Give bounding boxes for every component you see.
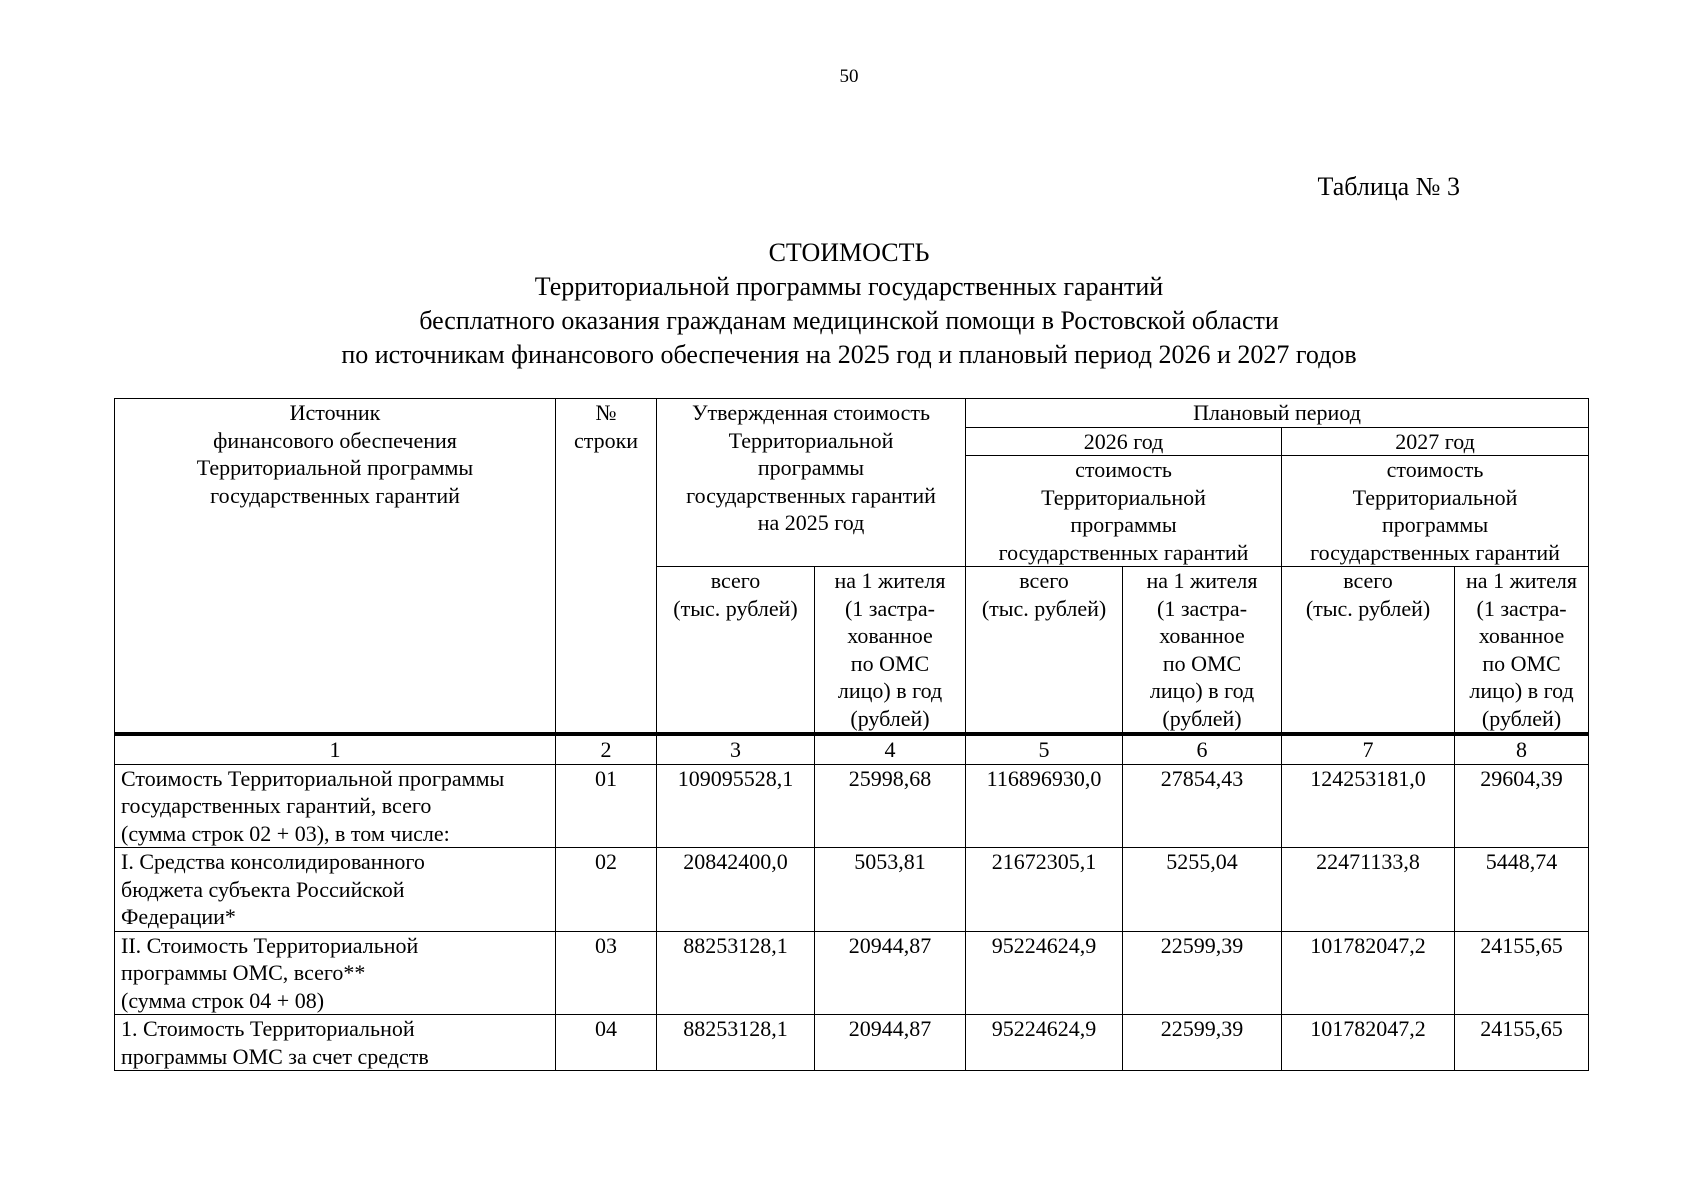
total-2026: 21672305,1 [966, 848, 1123, 932]
row-number: 03 [556, 931, 657, 1015]
per-resident-2025: 25998,68 [815, 764, 966, 848]
header-cost-2027: стоимость Территориальной программы государственных гарантий [1282, 456, 1589, 567]
header-per-resident-2026: на 1 жителя (1 застра- хованное по ОМС лицо) в год (рублей) [1123, 567, 1282, 735]
per-resident-2026: 22599,39 [1123, 931, 1282, 1015]
header-cost-2026: стоимость Территориальной программы государственных гарантий [966, 456, 1282, 567]
total-2025: 109095528,1 [657, 764, 815, 848]
cost-table [114, 398, 1589, 1071]
title-line-2: Территориальной программы государственных гарантий [534, 272, 1164, 301]
total-2025: 88253128,1 [657, 931, 815, 1015]
table-row [115, 848, 1589, 932]
row-number: 04 [556, 1015, 657, 1071]
per-resident-2027: 5448,74 [1455, 848, 1589, 932]
per-resident-2026: 5255,04 [1123, 848, 1282, 932]
title-line-4: по источникам финансового обеспечения на 2025 год и плановый период 2026 и 2027 годов [341, 340, 1357, 369]
header-approved-cost: Утвержденная стоимость Территориальной программы государственных гарантий на 2025 год [657, 399, 966, 567]
table-row [115, 764, 1589, 848]
header-year-2027: 2027 год [1282, 427, 1589, 456]
column-number: 5 [966, 734, 1123, 764]
title-line-1: СТОИМОСТЬ [768, 238, 930, 267]
column-number: 6 [1123, 734, 1282, 764]
row-number: 02 [556, 848, 657, 932]
total-2027: 124253181,0 [1282, 764, 1455, 848]
per-resident-2026: 27854,43 [1123, 764, 1282, 848]
row-source: I. Средства консолидированного бюджета субъекта Российской Федерации* [115, 848, 556, 932]
page-number: 50 [839, 66, 859, 87]
per-resident-2026: 22599,39 [1123, 1015, 1282, 1071]
column-number: 3 [657, 734, 815, 764]
per-resident-2027: 29604,39 [1455, 764, 1589, 848]
header-row-number: № строки [556, 399, 657, 735]
per-resident-2025: 5053,81 [815, 848, 966, 932]
header-total-2027: всего (тыс. рублей) [1282, 567, 1455, 735]
total-2027: 101782047,2 [1282, 931, 1455, 1015]
column-numbers-row [115, 734, 1589, 764]
document-title [0, 236, 1698, 372]
header-plan-period: Плановый период [966, 399, 1589, 428]
title-line-3: бесплатного оказания гражданам медицинской помощи в Ростовской области [419, 306, 1279, 335]
table-row [115, 1015, 1589, 1071]
total-2025: 88253128,1 [657, 1015, 815, 1071]
total-2027: 22471133,8 [1282, 848, 1455, 932]
row-source: II. Стоимость Территориальной программы ОМС, всего** (сумма строк 04 + 08) [115, 931, 556, 1015]
header-total-2025: всего (тыс. рублей) [657, 567, 815, 735]
total-2025: 20842400,0 [657, 848, 815, 932]
total-2027: 101782047,2 [1282, 1015, 1455, 1071]
row-number: 01 [556, 764, 657, 848]
column-number: 8 [1455, 734, 1589, 764]
header-total-2026: всего (тыс. рублей) [966, 567, 1123, 735]
column-number: 4 [815, 734, 966, 764]
column-number: 7 [1282, 734, 1455, 764]
column-number: 1 [115, 734, 556, 764]
header-per-resident-2027: на 1 жителя (1 застра- хованное по ОМС лицо) в год (рублей) [1455, 567, 1589, 735]
row-source: 1. Стоимость Территориальной программы ОМС за счет средств [115, 1015, 556, 1071]
total-2026: 116896930,0 [966, 764, 1123, 848]
row-source: Стоимость Территориальной программы государственных гарантий, всего (сумма строк 02 + 03), в том числе: [115, 764, 556, 848]
per-resident-2025: 20944,87 [815, 1015, 966, 1071]
per-resident-2027: 24155,65 [1455, 931, 1589, 1015]
per-resident-2027: 24155,65 [1455, 1015, 1589, 1071]
total-2026: 95224624,9 [966, 1015, 1123, 1071]
per-resident-2025: 20944,87 [815, 931, 966, 1015]
column-number: 2 [556, 734, 657, 764]
total-2026: 95224624,9 [966, 931, 1123, 1015]
header-row-1 [115, 399, 1589, 428]
table-row [115, 931, 1589, 1015]
header-source: Источник финансового обеспечения Территориальной программы государственных гарантий [115, 399, 556, 735]
header-per-resident-2025: на 1 жителя (1 застра- хованное по ОМС лицо) в год (рублей) [815, 567, 966, 735]
table-label: Таблица № 3 [1317, 172, 1460, 201]
header-year-2026: 2026 год [966, 427, 1282, 456]
